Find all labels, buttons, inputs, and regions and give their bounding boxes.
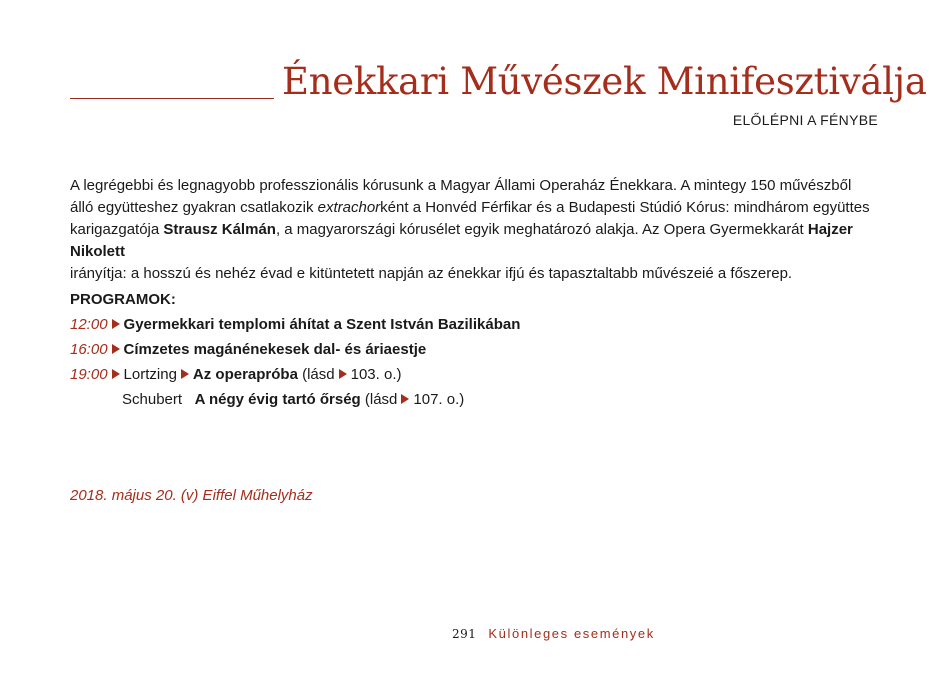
triangle-right-icon (112, 319, 120, 329)
intro-italic: extrachor (317, 199, 381, 216)
page-ref: 103. o.) (350, 366, 402, 383)
program-title: Az operapróba (192, 366, 298, 383)
page-title: Énekkari Művészek Minifesztiválja (282, 60, 927, 103)
program-item (70, 312, 880, 337)
intro-text: A legrégebbi és legnagyobb professzionális kórusunk a Magyar Állami Operaház Énekkara. A mintegy 150 művészből (70, 177, 852, 194)
person-name: Hajzer Nikolett (70, 221, 853, 260)
program-time: 12:00 (70, 316, 108, 333)
program-composer: Schubert (122, 391, 183, 408)
intro-line (70, 219, 880, 263)
program-time: 16:00 (70, 341, 108, 358)
title-rule (70, 98, 274, 99)
page-footer (452, 626, 655, 641)
program-item (70, 337, 880, 362)
intro-line (70, 263, 880, 285)
program-time: 19:00 (70, 366, 108, 383)
program-item (70, 387, 880, 412)
program-item (70, 362, 880, 387)
program-composer: Lortzing (123, 366, 177, 383)
intro-text: karigazgatója (70, 221, 164, 238)
program-title: A négy évig tartó őrség (194, 391, 361, 408)
page-subtitle: ELŐLÉPNI A FÉNYBE (732, 112, 878, 128)
page-ref-label: (lásd (364, 391, 398, 408)
intro-text: , a magyarországi kórusélet egyik meghatározó alakja. Az Opera Gyermekkarát (275, 221, 808, 238)
triangle-right-icon (112, 344, 120, 354)
programs-heading: PROGRAMOK: (70, 291, 176, 308)
section-name: Különleges események (488, 626, 655, 641)
intro-line (70, 175, 880, 197)
person-name: Strausz Kálmán (163, 221, 276, 238)
event-date-venue: 2018. május 20. (v) Eiffel Műhelyház (70, 487, 313, 504)
program-title: Címzetes magánénekesek dal- és áriaestje (123, 341, 427, 358)
intro-line (70, 197, 880, 219)
triangle-right-icon (112, 369, 120, 379)
page-ref: 107. o.) (413, 391, 465, 408)
triangle-right-icon (181, 369, 189, 379)
intro-text: ként a Honvéd Férfikar és a Budapesti Stúdió Kórus: mindhárom együttes (380, 199, 870, 216)
programs-section (70, 287, 880, 412)
intro-text: irányítja: a hosszú és nehéz évad e kitüntetett napján az énekkar ifjú és tapasztaltabb művészeié a főszerep. (70, 265, 793, 282)
program-title: Gyermekkari templomi áhítat a Szent István Bazilikában (123, 316, 521, 333)
triangle-right-icon (401, 394, 409, 404)
intro-text: álló együtteshez gyakran csatlakozik (70, 199, 318, 216)
intro-paragraph (70, 175, 880, 285)
page-ref-label: (lásd (302, 366, 335, 383)
triangle-right-icon (339, 369, 347, 379)
page-number: 291 (452, 627, 477, 641)
